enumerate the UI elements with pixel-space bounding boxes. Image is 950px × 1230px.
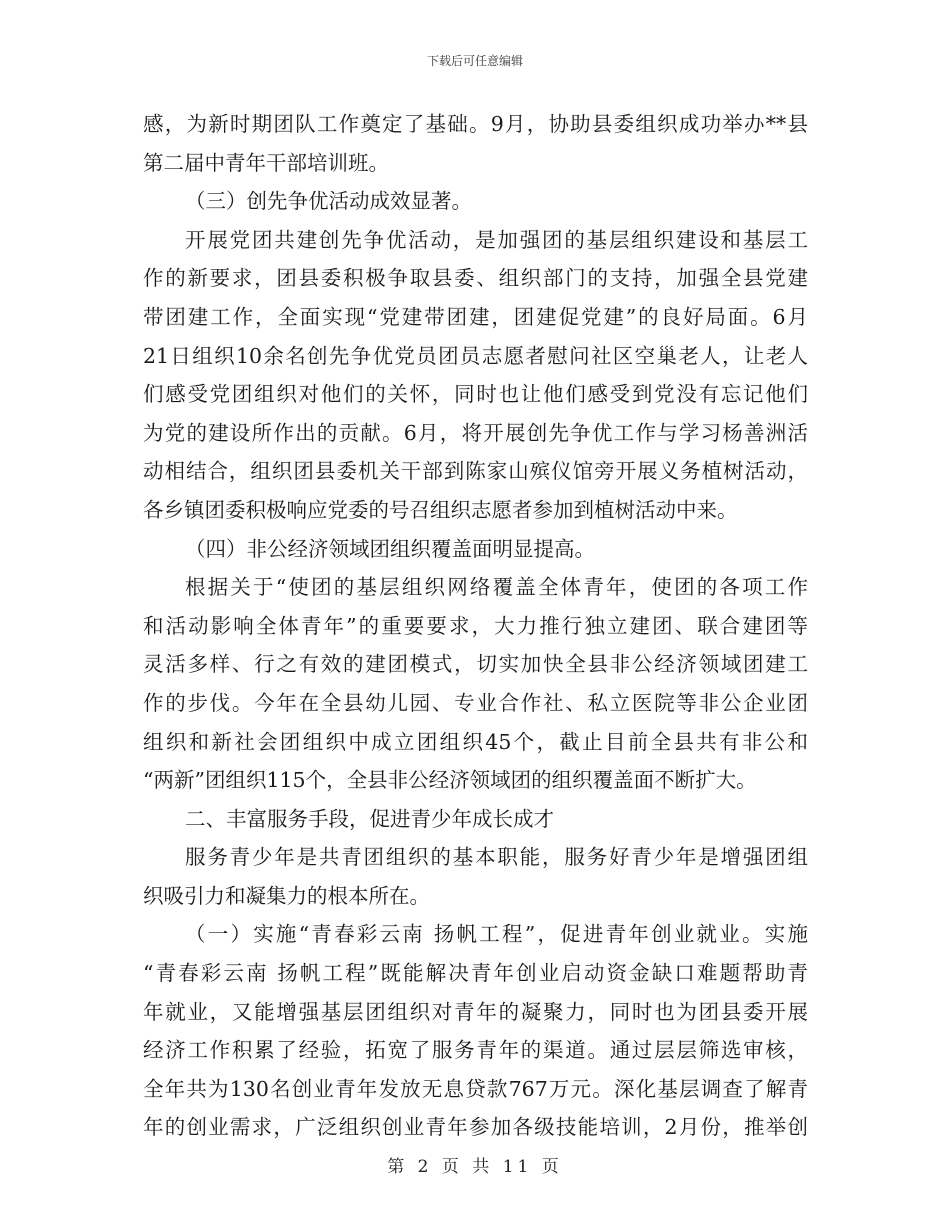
page-footer: 第 2 页 共 11 页 <box>387 1157 563 1177</box>
paragraph-line: 服务青少年是共青团组织的基本职能，服务好青少年是增强团组 <box>185 845 808 870</box>
document-body <box>143 105 808 1147</box>
paragraph-line: 织吸引力和凝集力的根本所在。 <box>143 883 430 908</box>
paragraph-line: 全年共为130名创业青年发放无息贷款767万元。深化基层调查了解青 <box>143 1076 808 1101</box>
paragraph-line: 第二届中青年干部培训班。 <box>143 150 389 175</box>
paragraph-line: “两新”团组织115个，全县非公经济领域团的组织覆盖面不断扩大。 <box>143 768 757 793</box>
section-heading: （三）创先争优活动成效显著。 <box>185 189 472 214</box>
paragraph-line: 各乡镇团委积极响应党委的号召组织志愿者参加到植树活动中来。 <box>143 497 738 522</box>
paragraph-line: 21日组织10余名创先争优党员团员志愿者慰问社区空巢老人，让老人 <box>143 343 808 368</box>
paragraph-line: 经济工作积累了经验，拓宽了服务青年的渠道。通过层层筛选审核， <box>143 1038 808 1063</box>
paragraph-line: 年就业，又能增强基层团组织对青年的凝聚力，同时也为团县委开展 <box>143 999 808 1024</box>
paragraph-line: 作的步伐。今年在全县幼儿园、专业合作社、私立医院等非公企业团 <box>143 690 808 715</box>
paragraph-line: 动相结合，组织团县委机关干部到陈家山殡仪馆旁开展义务植树活动， <box>143 459 808 484</box>
paragraph-line: 开展党团共建创先争优活动，是加强团的基层组织建设和基层工 <box>185 227 808 252</box>
paragraph-line: 们感受党团组织对他们的关怀，同时也让他们感受到党没有忘记他们 <box>143 382 808 407</box>
page-header: 下载后可任意编辑 <box>426 54 523 68</box>
paragraph-line: “青春彩云南 扬帆工程”既能解决青年创业启动资金缺口难题帮助青 <box>143 961 808 986</box>
paragraph-line: 根据关于“使团的基层组织网络覆盖全体青年，使团的各项工作 <box>185 575 808 600</box>
paragraph-line: （一）实施“青春彩云南 扬帆工程”，促进青年创业就业。实施 <box>185 922 808 947</box>
section-heading: 二、丰富服务手段，促进青少年成长成才 <box>185 806 554 831</box>
section-heading: （四）非公经济领域团组织覆盖面明显提高。 <box>185 536 595 561</box>
paragraph-line: 年的创业需求，广泛组织创业青年参加各级技能培训，2月份，推举创 <box>143 1115 808 1140</box>
paragraph-line: 灵活多样、行之有效的建团模式，切实加快全县非公经济领域团建工 <box>143 652 808 677</box>
paragraph-line: 和活动影响全体青年”的重要要求，大力推行独立建团、联合建团等 <box>143 613 808 638</box>
paragraph-line: 组织和新社会团组织中成立团组织45个，截止目前全县共有非公和 <box>143 729 808 754</box>
paragraph-line: 带团建工作，全面实现“党建带团建，团建促党建”的良好局面。6月 <box>143 304 808 329</box>
paragraph-line: 作的新要求，团县委积极争取县委、组织部门的支持，加强全县党建 <box>143 266 808 291</box>
paragraph-line: 为党的建设所作出的贡献。6月，将开展创先争优工作与学习杨善洲活 <box>143 420 808 445</box>
paragraph-line: 感，为新时期团队工作奠定了基础。9月，协助县委组织成功举办**县 <box>143 112 808 136</box>
